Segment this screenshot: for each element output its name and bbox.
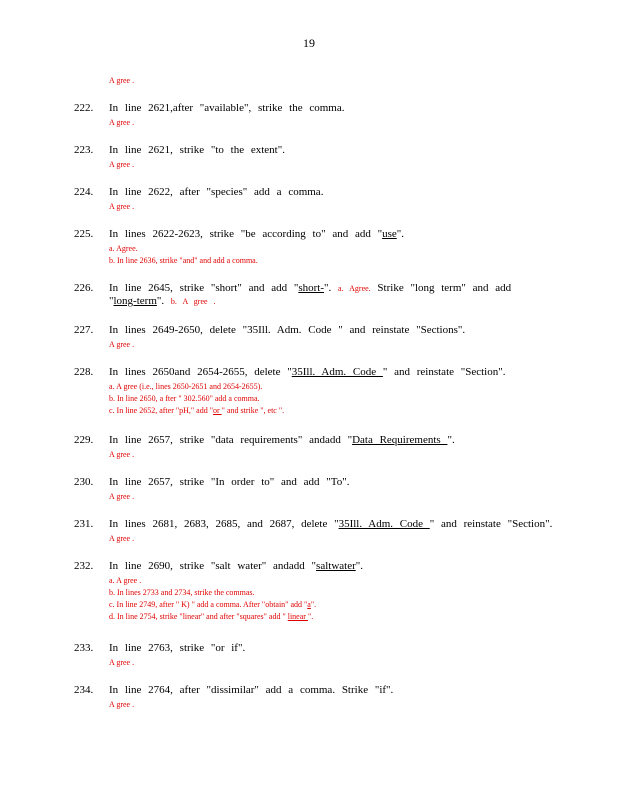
text-span: In lines 2681, 2683, 2685, and 2687, delete ": [109, 518, 339, 530]
note-span: ".: [307, 612, 314, 621]
item-note: b. In lines 2733 and 2734, strike the commas.: [109, 588, 255, 597]
item-text: In line 2621, strike "to the extent".: [109, 144, 285, 156]
top-note: A gree .: [109, 76, 135, 85]
item-note: a. A gree .: [109, 576, 142, 585]
item-note: A gree .: [109, 534, 135, 543]
item-text: In line 2621,after "available", strike the comma.: [109, 102, 345, 114]
text-span: ".: [447, 434, 455, 446]
text-span: In lines 2650and 2654-2655, delete ": [109, 366, 292, 378]
inline-note: b. A gree .: [170, 297, 216, 306]
underlined-insert: short-: [298, 282, 325, 294]
item-number: 234.: [74, 684, 94, 696]
item-note: A gree .: [109, 700, 135, 709]
item-text: In lines 2649-2650, delete "35Ill. Adm. Code " and reinstate "Sections".: [109, 324, 466, 336]
item-text: [109, 434, 542, 447]
note-span: c. In line 2652, after "pH," add ": [109, 406, 213, 415]
text-span: ".: [324, 282, 339, 294]
item-text: In line 2622, after "species" add a comma.: [109, 186, 324, 198]
text-span: ".: [156, 295, 171, 307]
item-text: [109, 282, 542, 308]
note-span: ".: [310, 600, 317, 609]
note-span: " and strike ", etc ".: [221, 406, 285, 415]
item-text: [109, 366, 542, 379]
item-text: In line 2763, strike "or if".: [109, 642, 246, 654]
item-note: [109, 612, 558, 622]
underlined-insert: Data Requirements: [352, 434, 448, 446]
item-number: 232.: [74, 560, 94, 572]
item-note: a. Agree.: [109, 244, 138, 253]
item-text: In line 2764, after "dissimilar" add a comma. Strike "if".: [109, 684, 394, 696]
item-note: A gree .: [109, 118, 135, 127]
item-number: 231.: [74, 518, 94, 530]
underlined-insert: long-term: [113, 295, 157, 307]
underlined-insert: a: [307, 600, 311, 609]
item-text: In line 2657, strike "In order to" and add "To".: [109, 476, 350, 488]
underlined-insert: linear: [287, 612, 308, 621]
text-span: In lines 2622-2623, strike "be according to" and add ": [109, 228, 383, 240]
item-note: b. In line 2650, a fter " 302.560" add a comma.: [109, 394, 260, 403]
underlined-insert: 35Ill. Adm. Code: [338, 518, 430, 530]
item-number: 222.: [74, 102, 94, 114]
item-number: 224.: [74, 186, 94, 198]
item-text: [109, 518, 553, 531]
item-note: A gree .: [109, 492, 135, 501]
inline-note: a. Agree.: [338, 284, 371, 293]
item-note: A gree .: [109, 340, 135, 349]
item-note: [109, 600, 558, 610]
item-text: [109, 560, 542, 573]
item-text: [109, 228, 542, 241]
item-number: 230.: [74, 476, 94, 488]
item-number: 229.: [74, 434, 94, 446]
item-note: [109, 406, 558, 416]
item-number: 223.: [74, 144, 94, 156]
underlined-insert: saltwater: [316, 560, 356, 572]
underlined-insert: or: [213, 406, 222, 415]
item-note: A gree .: [109, 160, 135, 169]
item-number: 228.: [74, 366, 94, 378]
text-span: In line 2657, strike "data requirements" andadd ": [109, 434, 353, 446]
underlined-insert: use: [382, 228, 397, 240]
item-number: 225.: [74, 228, 94, 240]
item-number: 226.: [74, 282, 94, 294]
item-number: 227.: [74, 324, 94, 336]
item-note: A gree .: [109, 450, 135, 459]
text-span: ".: [396, 228, 405, 240]
text-span: In line 2645, strike "short" and add ": [109, 282, 299, 294]
item-note: A gree .: [109, 202, 135, 211]
text-span: " and reinstate "Section".: [429, 518, 553, 530]
item-number: 233.: [74, 642, 94, 654]
note-span: c. In line 2749, after " K) " add a comma. After "obtain" add ": [109, 600, 308, 609]
text-span: " and reinstate "Section".: [382, 366, 506, 378]
item-note: a. A gree (i.e., lines 2650-2651 and 2654-2655).: [109, 382, 263, 391]
note-span: d. In line 2754, strike "linear" and after "squares" add ": [109, 612, 288, 621]
page-number: 19: [303, 36, 315, 50]
item-note: b. In line 2636, strike "and" and add a comma.: [109, 256, 258, 265]
item-note: A gree .: [109, 658, 135, 667]
text-span: Strike "long term" and add ": [109, 282, 512, 307]
text-span: ".: [355, 560, 363, 572]
text-span: In line 2690, strike "salt water" andadd ": [109, 560, 317, 572]
underlined-insert: 35Ill. Adm. Code: [291, 366, 383, 378]
